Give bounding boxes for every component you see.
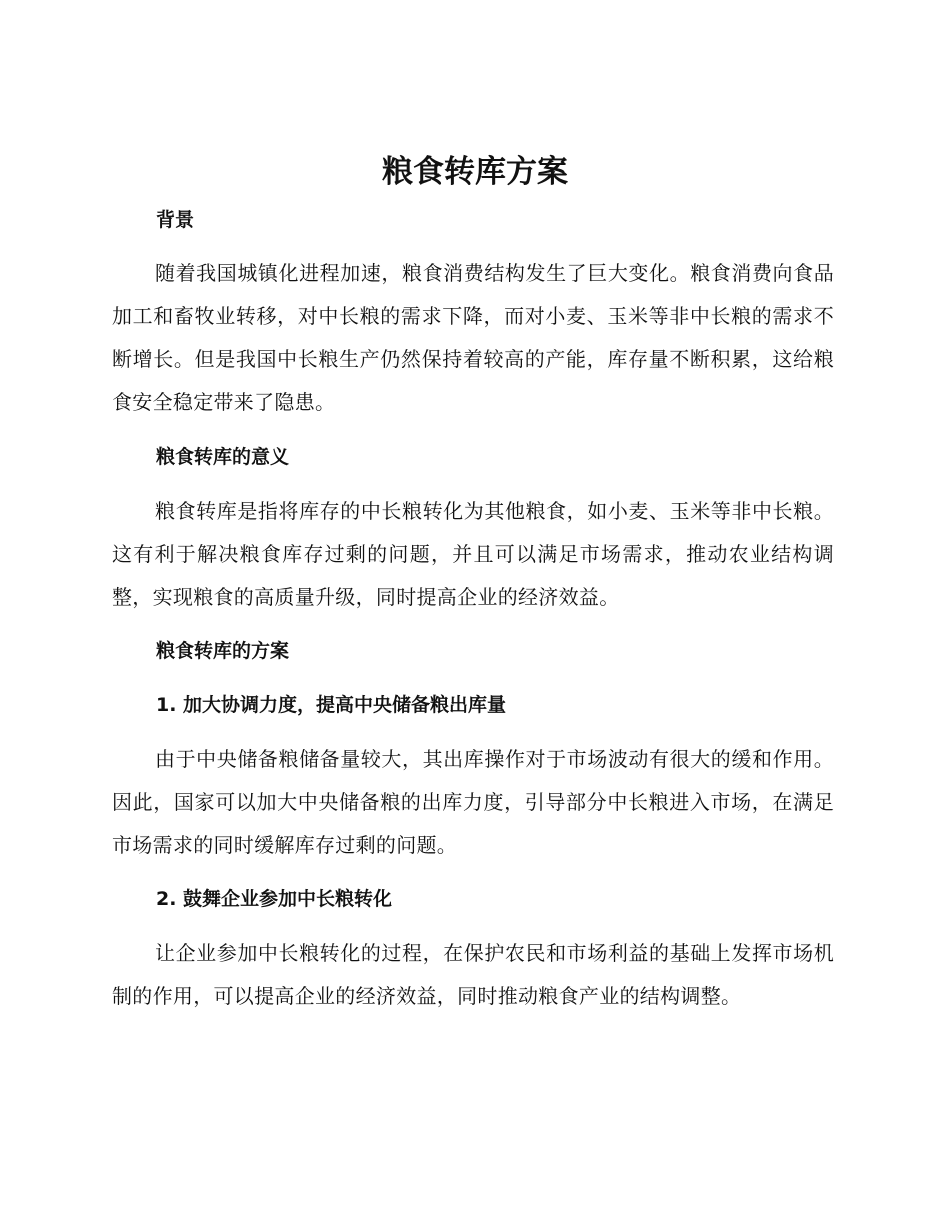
section-paragraph-plan-item-1: 由于中央储备粮储备量较大，其出库操作对于市场波动有很大的缓和作用。因此，国家可以加大中央储备粮的出库力度，引导部分中长粮进入市场，在满足市场需求的同时缓解库存过剩的问题。 <box>112 747 834 857</box>
section-paragraph-background: 随着我国城镇化进程加速，粮食消费结构发生了巨大变化。粮食消费向食品加工和畜牧业转移，对中长粮的需求下降，而对小麦、玉米等非中长粮的需求不断增长。但是我国中长粮生产仍然保持着较高的产能，库存量不断积累，这给粮食安全稳定带来了隐患。 <box>112 261 834 414</box>
document-title: 粮食转库方案 <box>382 154 568 190</box>
section-heading-plan: 粮食转库的方案 <box>156 640 290 662</box>
section-paragraph-significance: 粮食转库是指将库存的中长粮转化为其他粮食，如小麦、玉米等非中长粮。这有利于解决粮食库存过剩的问题，并且可以满足市场需求，推动农业结构调整，实现粮食的高质量升级，同时提高企业的经济效益。 <box>112 499 834 609</box>
section-heading-significance: 粮食转库的意义 <box>156 446 290 468</box>
section-heading-plan-item-1: 1. 加大协调力度，提高中央储备粮出库量 <box>156 694 507 716</box>
section-paragraph-plan-item-2: 让企业参加中长粮转化的过程，在保护农民和市场利益的基础上发挥市场机制的作用，可以提高企业的经济效益，同时推动粮食产业的结构调整。 <box>112 941 834 1008</box>
section-heading-plan-item-2: 2. 鼓舞企业参加中长粮转化 <box>156 888 393 910</box>
section-heading-background: 背景 <box>156 209 195 231</box>
